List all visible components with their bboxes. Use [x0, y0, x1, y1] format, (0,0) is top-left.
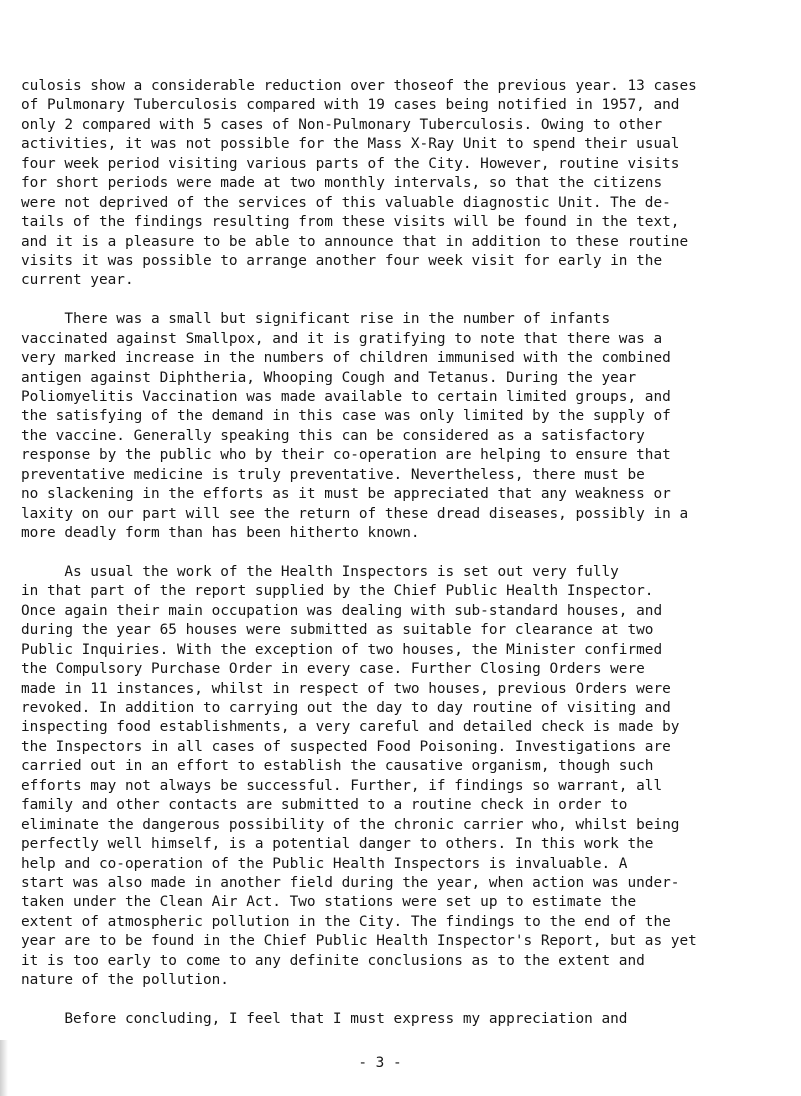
text-line: the vaccine. Generally speaking this can be considered as a satisfactory: [21, 427, 645, 444]
paragraph-gap: [21, 991, 791, 1010]
text-line: Before concluding, I feel that I must express my appreciation and: [21, 1011, 628, 1027]
text-line: for short periods were made at two monthly intervals, so that the citizens: [21, 175, 663, 192]
text-line: the Compulsory Purchase Order in every case. Further Closing Orders were: [21, 661, 645, 678]
text-line: four week period visiting various parts of the City. However, routine visits: [21, 155, 680, 172]
text-line: culosis show a considerable reduction over thoseof the previous year. 13 cases: [21, 78, 697, 94]
text-line: carried out in an effort to establish the causative organism, though such: [21, 758, 654, 775]
paragraph: [21, 563, 791, 991]
text-line: efforts may not always be successful. Further, if findings so warrant, all: [21, 777, 663, 794]
paragraph: [21, 1010, 791, 1029]
paragraph-gap: [21, 291, 791, 310]
text-line: antigen against Diphtheria, Whooping Cough and Tetanus. During the year: [21, 369, 637, 386]
text-line: Once again their main occupation was dealing with sub-standard houses, and: [21, 602, 663, 619]
text-line: more deadly form than has been hitherto known.: [21, 525, 420, 542]
text-line: very marked increase in the numbers of children immunised with the combined: [21, 350, 671, 367]
text-line: Public Inquiries. With the exception of two houses, the Minister confirmed: [21, 641, 663, 658]
text-line: As usual the work of the Health Inspectors is set out very fully: [21, 563, 619, 580]
text-line: family and other contacts are submitted to a routine check in order to: [21, 797, 628, 814]
text-line: There was a small but significant rise in the number of infants: [21, 311, 611, 328]
text-line: start was also made in another field during the year, when action was under-: [21, 874, 680, 891]
paragraph-gap: [21, 544, 791, 563]
text-line: laxity on our part will see the return of these dread diseases, possibly in a: [21, 505, 689, 522]
text-line: year are to be found in the Chief Public Health Inspector's Report, but as yet: [21, 933, 697, 950]
text-line: vaccinated against Smallpox, and it is gratifying to note that there was a: [21, 330, 663, 347]
scan-edge-shadow: [0, 1040, 8, 1096]
text-line: nature of the pollution.: [21, 972, 229, 989]
text-line: it is too early to come to any definite conclusions as to the extent and: [21, 952, 645, 969]
text-line: of Pulmonary Tuberculosis compared with 19 cases being notified in 1957, and: [21, 97, 680, 114]
text-line: visits it was possible to arrange another four week visit for early in the: [21, 252, 663, 269]
text-line: made in 11 instances, whilst in respect of two houses, previous Orders were: [21, 680, 671, 697]
text-line: current year.: [21, 272, 134, 289]
text-line: preventative medicine is truly preventative. Nevertheless, there must be: [21, 466, 645, 483]
text-line: only 2 compared with 5 cases of Non-Pulmonary Tuberculosis. Owing to other: [21, 116, 663, 133]
body-text: [21, 77, 791, 1029]
page-number: - 3 -: [358, 1055, 402, 1071]
text-line: extent of atmospheric pollution in the City. The findings to the end of the: [21, 913, 671, 930]
text-line: the Inspectors in all cases of suspected Food Poisoning. Investigations are: [21, 738, 671, 755]
text-line: the satisfying of the demand in this case was only limited by the supply of: [21, 408, 671, 425]
paragraph: [21, 310, 791, 543]
text-line: help and co-operation of the Public Health Inspectors is invaluable. A: [21, 855, 628, 872]
text-line: taken under the Clean Air Act. Two stations were set up to estimate the: [21, 894, 637, 911]
text-line: inspecting food establishments, a very careful and detailed check is made by: [21, 719, 680, 736]
text-line: activities, it was not possible for the Mass X-Ray Unit to spend their usual: [21, 136, 680, 153]
text-line: in that part of the report supplied by the Chief Public Health Inspector.: [21, 583, 654, 600]
text-line: revoked. In addition to carrying out the day to day routine of visiting and: [21, 700, 671, 716]
text-line: tails of the findings resulting from these visits will be found in the text,: [21, 214, 680, 231]
text-line: during the year 65 houses were submitted as suitable for clearance at two: [21, 622, 654, 639]
text-line: perfectly well himself, is a potential danger to others. In this work the: [21, 836, 654, 853]
text-line: Poliomyelitis Vaccination was made available to certain limited groups, and: [21, 389, 671, 405]
text-line: eliminate the dangerous possibility of the chronic carrier who, whilst being: [21, 816, 680, 833]
text-line: were not deprived of the services of this valuable diagnostic Unit. The de-: [21, 194, 671, 211]
text-line: no slackening in the efforts as it must be appreciated that any weakness or: [21, 486, 671, 503]
paragraph: [21, 77, 791, 291]
text-line: response by the public who by their co-operation are helping to ensure that: [21, 447, 671, 464]
text-line: and it is a pleasure to be able to announce that in addition to these routine: [21, 233, 689, 250]
